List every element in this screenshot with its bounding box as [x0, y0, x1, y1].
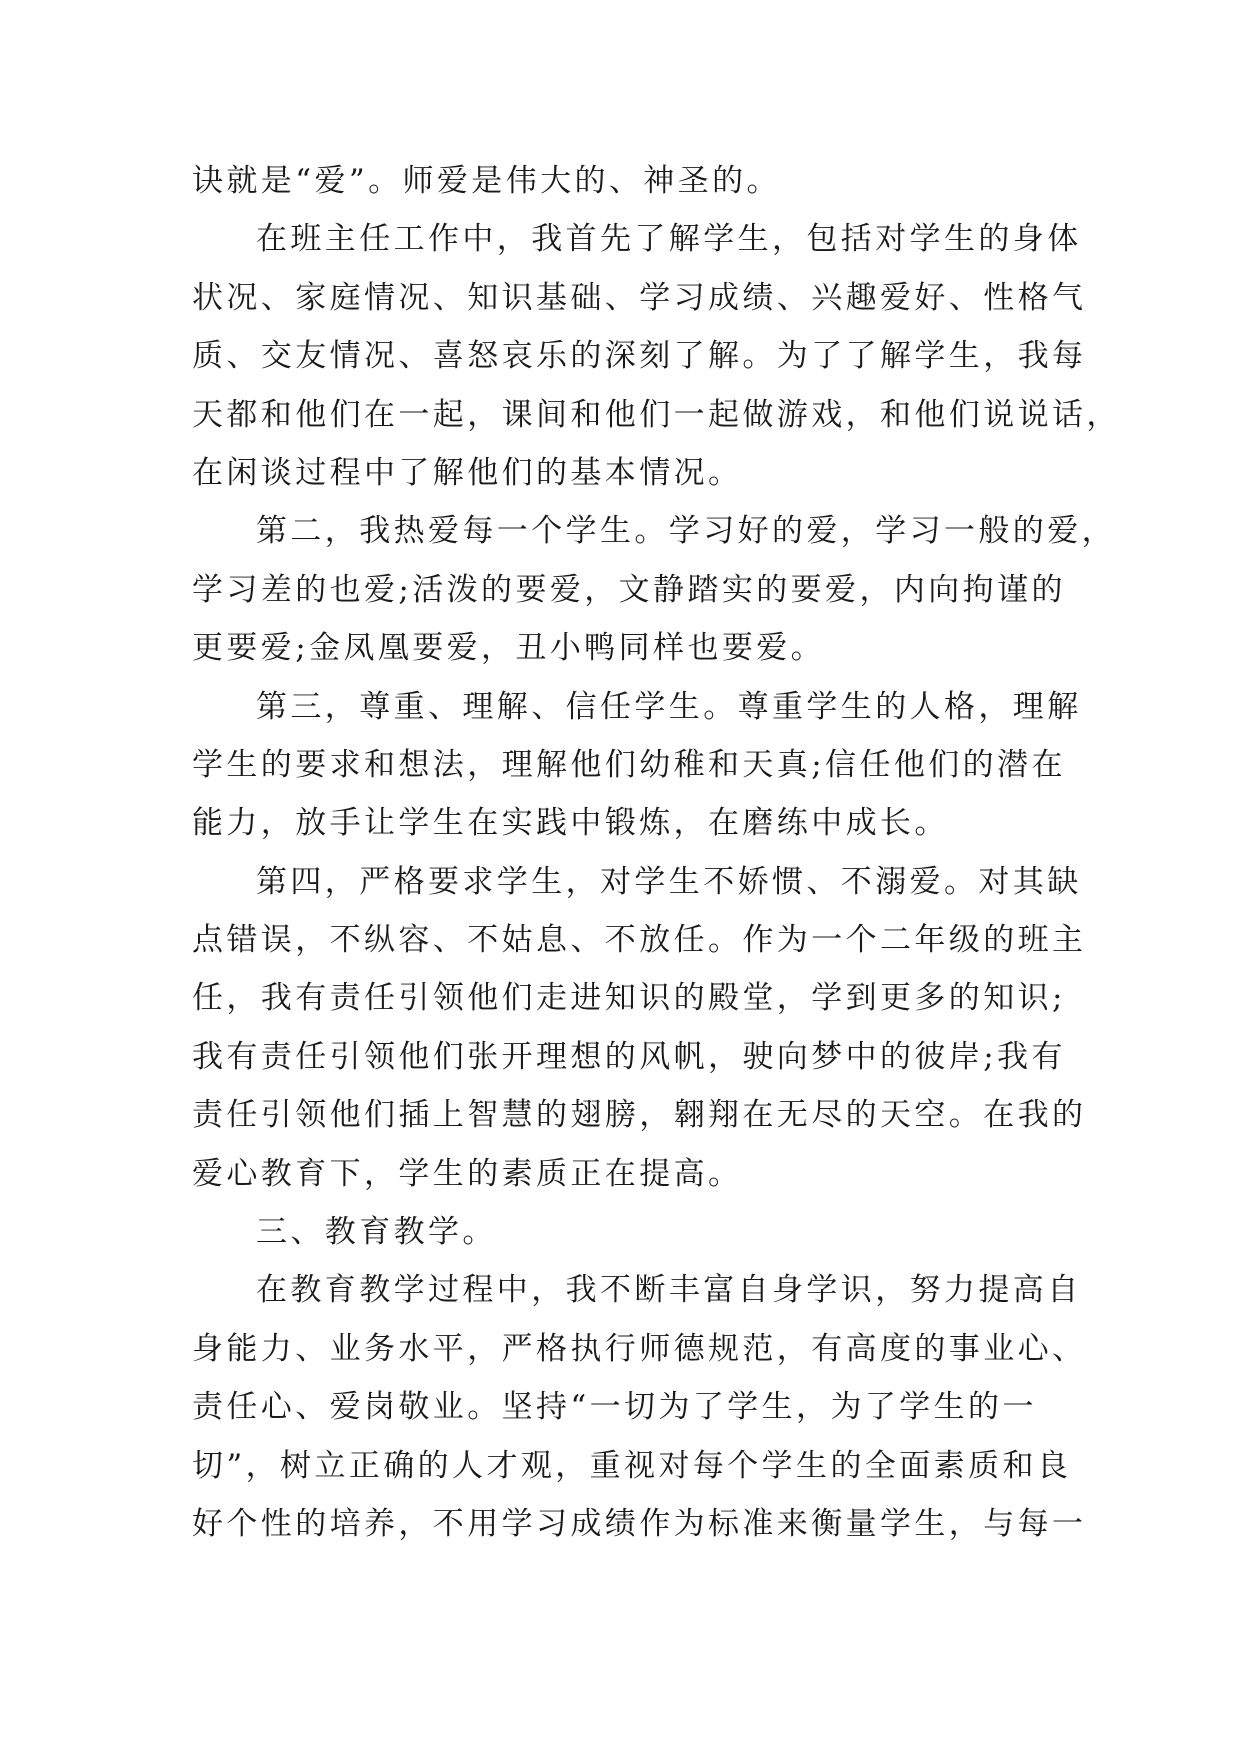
- text-line: 天都和他们在一起，课间和他们一起做游戏，和他们说说话，: [192, 396, 1121, 433]
- text-line: 第四，严格要求学生，对学生不娇惯、不溺爱。对其缺: [256, 863, 1082, 900]
- text-line: 第三，尊重、理解、信任学生。尊重学生的人格，理解: [256, 688, 1082, 725]
- text-line: 点错误，不纵容、不姑息、不放任。作为一个二年级的班主: [192, 922, 1087, 959]
- text-line: 诀就是“爱”。师爱是伟大的、神圣的。: [192, 163, 781, 199]
- text-line: 更要爱;金凤凰要爱，丑小鸭同样也要爱。: [192, 630, 826, 667]
- text-line: 爱心教育下，学生的素质正在提高。: [192, 1155, 743, 1192]
- text-line: 在班主任工作中，我首先了解学生，包括对学生的身体: [256, 221, 1082, 258]
- text-line: 任，我有责任引领他们走进知识的殿堂，学到更多的知识;: [192, 980, 1066, 1017]
- text-line: 我有责任引领他们张开理想的风帆，驶向梦中的彼岸;我有: [192, 1038, 1066, 1075]
- text-line: 在教育教学过程中，我不断丰富自身学识，努力提高自: [256, 1272, 1082, 1309]
- body-text: [192, 152, 1121, 1553]
- text-line: 第二，我热爱每一个学生。学习好的爱，学习一般的爱，: [256, 513, 1116, 550]
- text-line: 质、交友情况、喜怒哀乐的深刻了解。为了了解学生，我每: [192, 338, 1087, 375]
- text-line: 状况、家庭情况、知识基础、学习成绩、兴趣爱好、性格气: [192, 279, 1087, 316]
- text-line: 在闲谈过程中了解他们的基本情况。: [192, 454, 743, 491]
- text-line: 三、教育教学。: [256, 1214, 497, 1251]
- text-line: 责任引领他们插上智慧的翅膀，翱翔在无尽的天空。在我的: [192, 1097, 1087, 1134]
- text-line: 好个性的培养，不用学习成绩作为标准来衡量学生，与每一: [192, 1505, 1087, 1542]
- text-line: 学生的要求和想法，理解他们幼稚和天真;信任他们的潜在: [192, 746, 1066, 783]
- text-line: 责任心、爱岗敬业。坚持“一切为了学生，为了学生的一: [192, 1389, 1037, 1426]
- text-line: 能力，放手让学生在实践中锻炼，在磨练中成长。: [192, 805, 949, 842]
- text-line: 身能力、业务水平，严格执行师德规范，有高度的事业心、: [192, 1330, 1087, 1367]
- text-line: 学习差的也爱;活泼的要爱，文静踏实的要爱，内向拘谨的: [192, 571, 1066, 608]
- text-line: 切”，树立正确的人才观，重视对每个学生的全面素质和良: [192, 1447, 1072, 1484]
